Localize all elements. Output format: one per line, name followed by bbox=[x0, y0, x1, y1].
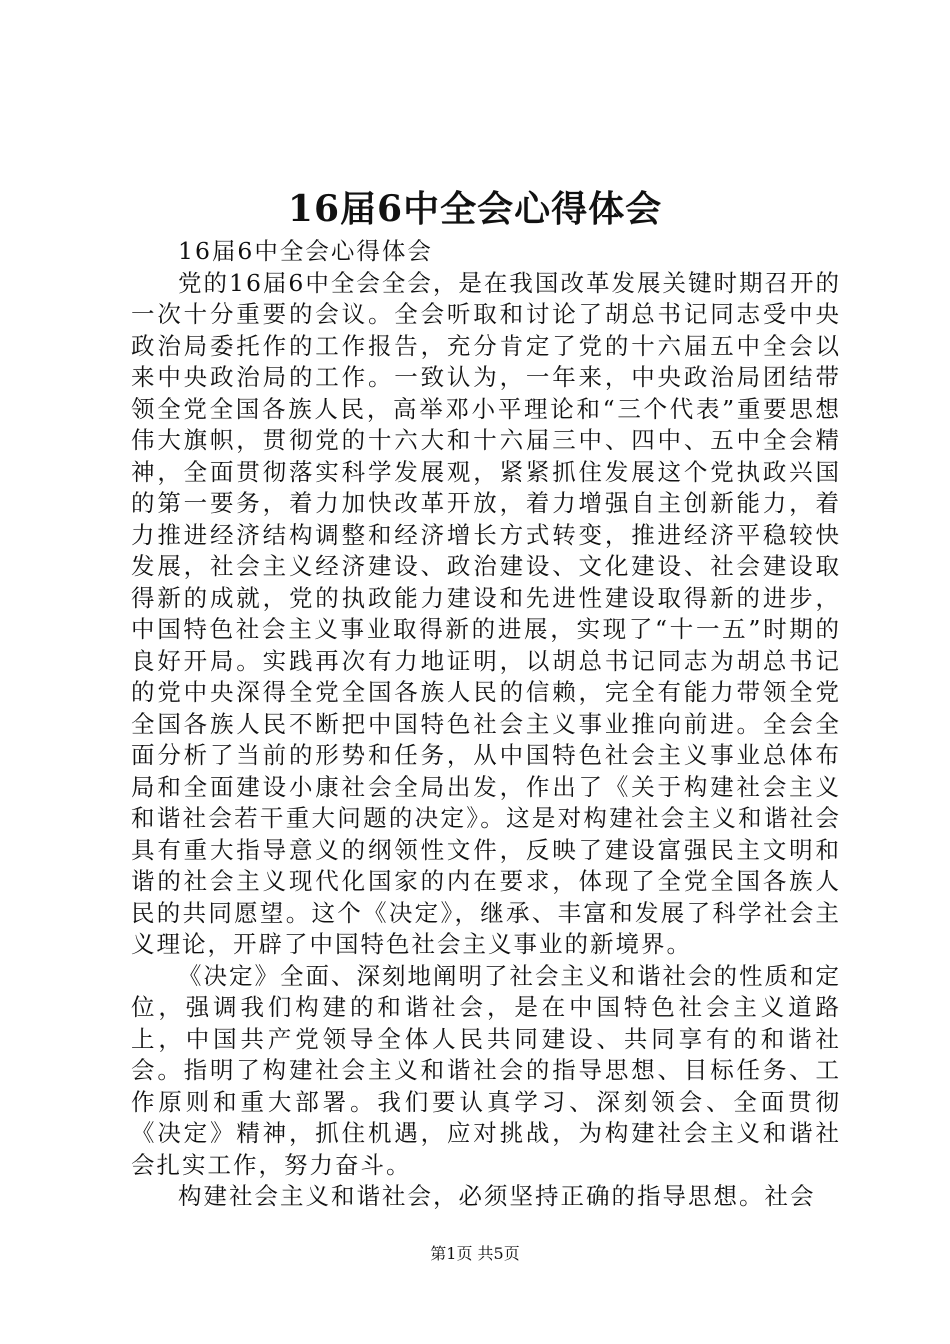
document-body bbox=[131, 236, 841, 1213]
paragraph: 党的16届6中全会全会，是在我国改革发展关键时期召开的一次十分重要的会议。全会听取和讨论了胡总书记同志受中央政治局委托作的工作报告，充分肯定了党的十六届五中全会以来中央政治局的工作。一致认为，一年来，中央政治局团结带领全党全国各族人民，高举邓小平理论和“三个代表”重要思想伟大旗帜，贯彻党的十六大和十六届三中、四中、五中全会精神，全面贯彻落实科学发展观，紧紧抓住发展这个党执政兴国的第一要务，着力加快改革开放，着力增强自主创新能力，着力推进经济结构调整和经济增长方式转变，推进经济平稳较快发展，社会主义经济建设、政治建设、文化建设、社会建设取得新的成就，党的执政能力建设和先进性建设取得新的进步，中国特色社会主义事业取得新的进展，实现了“十一五”时期的良好开局。实践再次有力地证明，以胡总书记同志为胡总书记的党中央深得全党全国各族人民的信赖，完全有能力带领全党全国各族人民不断把中国特色社会主义事业推向前进。全会全面分析了当前的形势和任务，从中国特色社会主义事业总体布局和全面建设小康社会全局出发，作出了《关于构建社会主义和谐社会若干重大问题的决定》。这是对构建社会主义和谐社会具有重大指导意义的纲领性文件，反映了建设富强民主文明和谐的社会主义现代化国家的内在要求，体现了全党全国各族人民的共同愿望。这个《决定》，继承、丰富和发展了科学社会主义理论，开辟了中国特色社会主义事业的新境界。 bbox=[131, 268, 841, 958]
paragraph: 构建社会主义和谐社会，必须坚持正确的指导思想。社会 bbox=[178, 1182, 816, 1210]
page-number-footer: 第1页 共5页 bbox=[430, 1244, 520, 1263]
paragraph: 《决定》全面、深刻地阐明了社会主义和谐社会的性质和定位，强调我们构建的和谐社会，是在中国特色社会主义道路上，中国共产党领导全体人民共同建设、共同享有的和谐社会。指明了构建社会主义和谐社会的指导思想、目标任务、工作原则和重大部署。我们要认真学习、深刻领会、全面贯彻《决定》精神，抓住机遇，应对挑战，为构建社会主义和谐社会扎实工作，努力奋斗。 bbox=[131, 961, 841, 1179]
document-title: 16届6中全会心得体会 bbox=[287, 188, 663, 230]
paragraph-subtitle: 16届6中全会心得体会 bbox=[178, 237, 433, 265]
